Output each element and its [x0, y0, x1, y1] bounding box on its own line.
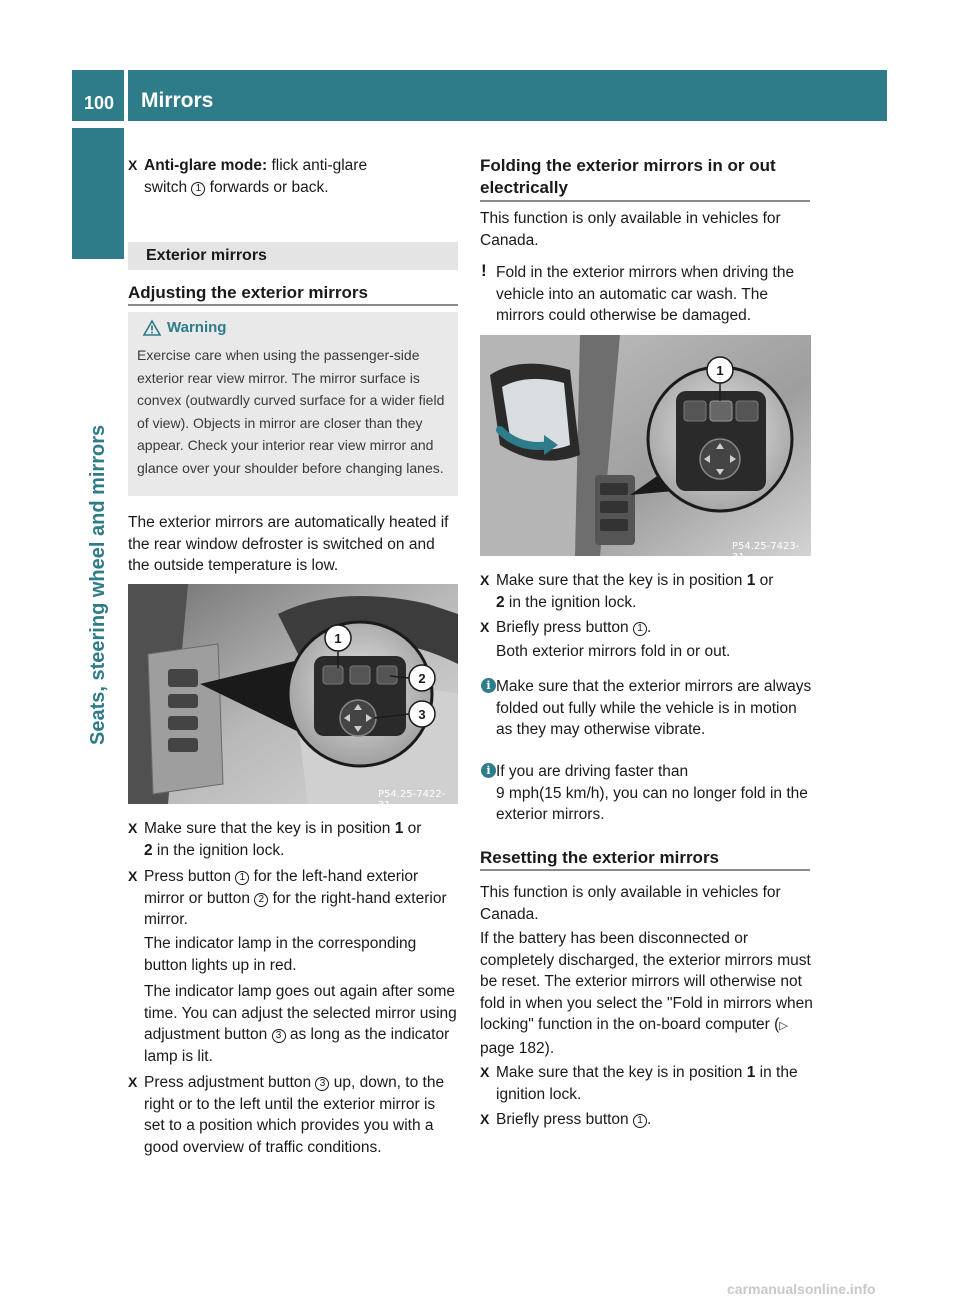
carwash-note: Fold in the exterior mirrors when driving the vehicle into an automatic car wash. The mirrors could otherwise be damaged. [496, 264, 795, 324]
watermark: carmanualsonline.info [727, 1281, 876, 1297]
info-icon: i [481, 678, 496, 693]
image-code: P54.25-7422-31 [378, 789, 446, 811]
page-ref-link[interactable]: page 182 [480, 1039, 545, 1057]
page-title: Mirrors [141, 89, 214, 112]
battery-text: If the battery has been disconnected or completely discharged, the exterior mirrors must be reset. The exterior mirrors will otherwise not fold in when you select the "Fold in mirrors when locking" function in the on-board computer (▷ page 182). [480, 930, 813, 1057]
right-step-2-result: Both exterior mirrors fold in or out. [496, 643, 731, 660]
callout-ref: 1 [191, 182, 205, 196]
mirror-switch-photo [128, 584, 458, 811]
right-step-2: X Briefly press button 1 . [480, 619, 652, 636]
section-band [128, 242, 458, 270]
callout-1: 1 [716, 363, 724, 378]
warning-title: Warning [167, 319, 227, 336]
fold-switch-photo [480, 335, 811, 563]
left-step-2: X Press button 1 for the left-hand exterior mirror or button 2 for the right-hand exterior mirror. [128, 868, 447, 928]
left-step-3: X Press adjustment button 3 up, down, to the right or to the left until the exterior mirror is set to a position which provides you with a good overview of traffic conditions. [128, 1074, 445, 1156]
info-speed: If you are driving faster than 9 mph(15 km/h), you can no longer fold in the exterior mirrors. [496, 763, 808, 823]
chapter-tab [72, 128, 124, 259]
folding-heading: Folding the exterior mirrors in or out electrically [480, 156, 776, 197]
resetting-heading: Resetting the exterior mirrors [480, 848, 720, 867]
right-step-3: X Make sure that the key is in position 1 in the ignition lock. [480, 1064, 798, 1103]
anti-glare-step: X Anti-glare mode: flick anti-glare switch 1 forwards or back. [128, 157, 368, 196]
step-marker: X [128, 157, 138, 173]
header-divider [124, 70, 128, 121]
left-step-2-adjust: The indicator lamp goes out again after some time. You can adjust the selected mirror using adjustment button 3 as long as the indicator lamp is lit. [144, 983, 457, 1065]
heated-mirrors-text: The exterior mirrors are automatically heated if the rear window defroster is switched on and the outside temperature is low. [128, 514, 449, 574]
anti-glare-label: Anti-glare mode: [144, 157, 268, 174]
warning-text: Exercise care when using the passenger-side exterior rear view mirror. The mirror surface is convex (outwardly curved surface for a wider field of view). Objects in mirror are closer than they appear. Check your interior rear view mirror and glance over your shoulder before changing lanes. [137, 347, 445, 476]
left-step-1: X Make sure that the key is in position 1 or 2 in the ignition lock. [128, 820, 422, 859]
page-ref-triangle-icon: ▷ [779, 1020, 788, 1032]
subheading-rule [128, 304, 458, 306]
page-number: 100 [84, 93, 115, 113]
info-icon: i [481, 763, 496, 778]
folding-rule [480, 200, 810, 202]
callout-3: 3 [418, 707, 426, 722]
section-title: Exterior mirrors [146, 247, 267, 264]
callout-2: 2 [418, 671, 426, 686]
left-step-2-indicator: The indicator lamp in the corresponding button lights up in red. [144, 935, 417, 974]
callout-1: 1 [334, 631, 342, 646]
warning-triangle-icon [143, 320, 161, 336]
canada-text: This function is only available in vehicles for Canada. [480, 210, 781, 249]
caution-icon: ! [481, 261, 487, 280]
subheading-adjusting: Adjusting the exterior mirrors [128, 283, 368, 302]
right-step-1: X Make sure that the key is in position 1 or 2 in the ignition lock. [480, 572, 774, 611]
info-vibrate: Make sure that the exterior mirrors are always folded out fully while the vehicle is in motion as they may otherwise vibrate. [496, 678, 812, 738]
image-code: P54.25-7423-31 [732, 541, 800, 563]
right-step-4: X Briefly press button 1 . [480, 1111, 652, 1128]
canada-text-2: This function is only available in vehicles for Canada. [480, 884, 781, 923]
resetting-rule [480, 869, 810, 871]
